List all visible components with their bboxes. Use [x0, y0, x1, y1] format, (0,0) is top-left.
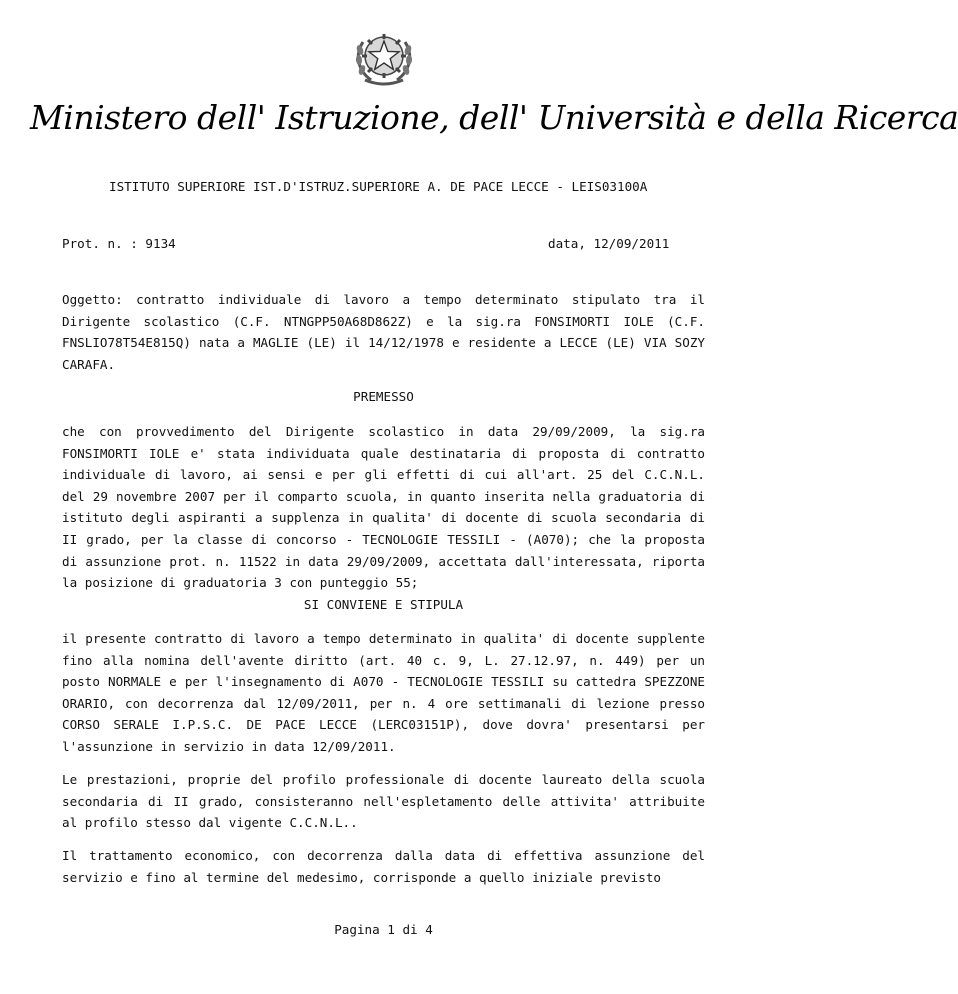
stipula-heading: SI CONVIENE E STIPULA: [303, 597, 464, 612]
ministry-title: Ministero dell' Istruzione, dell' Università e della Ricerca: [30, 98, 958, 137]
stipula-paragraph-1: il presente contratto di lavoro a tempo determinato in qualita' di docente supplente fino alla nomina dell'avente diritto (art. 40 c. 9, L. 27.12.97, n. 449) per un posto NORMALE e per l'insegnamento di A070 - TECNOLOGIE TESSILI su cattedra SPEZZONE ORARIO, con decorrenza dal 12/09/2011, per n. 4 ore settimanali di lezione presso CORSO SERALE I.P.S.C. DE PACE LECCE (LERC03151P), dove dovra' presentarsi per l'assunzione in servizio in data 12/09/2011.: [62, 631, 705, 754]
subject-paragraph: Oggetto: contratto individuale di lavoro a tempo determinato stipulato tra il Dirigente scolastico (C.F. NTNGPP50A68D862Z) e la sig.ra FONSIMORTI IOLE (C.F. FNSLIO78T54E815Q) nata a MAGLIE (LE) il 14/12/1978 e residente a LECCE (LE) VIA SOZY CARAFA.: [62, 292, 705, 372]
protocol-number: Prot. n. : 9134: [62, 236, 176, 251]
italian-republic-emblem-icon: [351, 24, 417, 88]
page-number: Pagina 1 di 4: [334, 922, 433, 937]
stipula-paragraph-2: Le prestazioni, proprie del profilo professionale di docente laureato della scuola secondaria di II grado, consisteranno nell'espletamento delle attivita' attribuite al profilo stesso dal vigente C.C.N.L..: [62, 772, 705, 831]
premesso-heading: PREMESSO: [353, 389, 414, 404]
institute-name: ISTITUTO SUPERIORE IST.D'ISTRUZ.SUPERIORE A. DE PACE LECCE - LEIS03100A: [109, 179, 648, 194]
stipula-paragraph-3: Il trattamento economico, con decorrenza dalla data di effettiva assunzione del servizio e fino al termine del medesimo, corrisponde a quello iniziale previsto: [62, 848, 705, 885]
premesso-paragraph: che con provvedimento del Dirigente scolastico in data 29/09/2009, la sig.ra FONSIMORTI IOLE e' stata individuata quale destinataria di proposta di contratto individuale di lavoro, ai sensi e per gli effetti di cui all'art. 25 del C.C.N.L. del 29 novembre 2007 per il comparto scuola, in quanto inserita nella graduatoria di istituto degli aspiranti a supplenza in qualita' di docente di scuola secondaria di II grado, per la classe di concorso - TECNOLOGIE TESSILI - (A070); che la proposta di assunzione prot. n. 11522 in data 29/09/2009, accettata dall'interessata, riporta la posizione di graduatoria 3 con punteggio 55;: [62, 424, 705, 591]
document-date: data, 12/09/2011: [548, 236, 670, 251]
